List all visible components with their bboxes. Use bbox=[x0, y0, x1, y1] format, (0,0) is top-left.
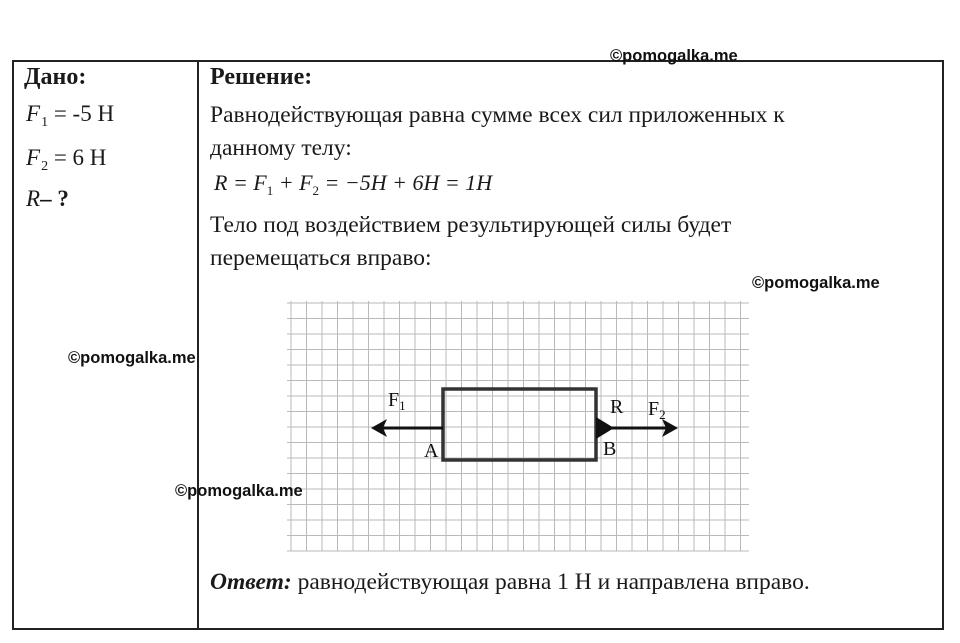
para2-line1: Тело под воздействием результирующей силы будет bbox=[210, 212, 732, 238]
f1-label: $F_1$ bbox=[388, 389, 406, 413]
f2-subscript: 2 bbox=[41, 159, 49, 174]
watermark-bottom: ©pomogalka.me bbox=[175, 482, 303, 500]
formula-part-3: = −5H + 6H = 1H bbox=[319, 170, 493, 195]
para1-line2: данному телу: bbox=[210, 135, 352, 161]
f2-value: = 6 Н bbox=[48, 145, 107, 170]
formula-part-1: R = F bbox=[214, 170, 267, 195]
solution-paragraph-2 bbox=[210, 209, 910, 275]
body-rectangle bbox=[443, 389, 596, 460]
watermark-left: ©pomogalka.me bbox=[68, 349, 196, 367]
r-arrow-head bbox=[596, 417, 614, 439]
given-r bbox=[26, 186, 69, 212]
watermark-right: ©pomogalka.me bbox=[752, 274, 880, 292]
column-divider bbox=[197, 60, 199, 630]
f1-symbol: F bbox=[26, 101, 41, 126]
force-diagram bbox=[283, 297, 753, 555]
given-f2 bbox=[26, 145, 106, 175]
r-symbol: R bbox=[26, 186, 41, 211]
solution-paragraph-1 bbox=[210, 99, 910, 165]
given-title: Дано: bbox=[24, 64, 87, 90]
solution-title: Решение: bbox=[210, 64, 313, 90]
f2-symbol: F bbox=[26, 145, 41, 170]
f2-label: $F_2$ bbox=[648, 398, 666, 422]
formula-sub-2: 2 bbox=[312, 183, 320, 198]
formula-part-2: + F bbox=[273, 170, 313, 195]
answer bbox=[210, 569, 810, 596]
para2-line2: перемещаться вправо: bbox=[210, 245, 432, 271]
point-a-label: A bbox=[424, 440, 439, 462]
r-unknown: – ? bbox=[40, 186, 69, 211]
formula bbox=[214, 170, 492, 199]
f1-value: = -5 Н bbox=[48, 101, 115, 126]
point-b-label: B bbox=[603, 438, 617, 460]
para1-line1: Равнодействующая равна сумме всех сил приложенных к bbox=[210, 102, 785, 128]
f1-subscript: 1 bbox=[41, 115, 49, 130]
given-f1 bbox=[26, 101, 114, 131]
watermark-top: ©pomogalka.me bbox=[610, 47, 738, 65]
answer-text: равнодействующая равна 1 Н и направлена вправо. bbox=[291, 569, 810, 595]
answer-label: Ответ: bbox=[210, 569, 292, 595]
formula-sub-1: 1 bbox=[266, 183, 274, 198]
r-label: R bbox=[610, 396, 624, 418]
grid-paper bbox=[287, 301, 749, 551]
